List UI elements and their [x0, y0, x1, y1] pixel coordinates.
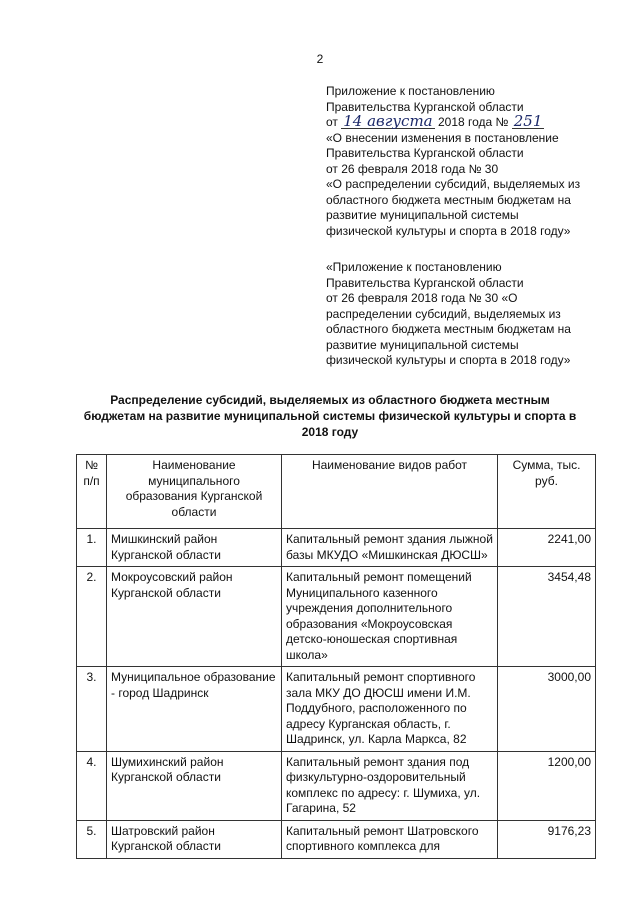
row-num: 5. [77, 820, 107, 858]
row-works: Капитальный ремонт помещений Муниципального казенного учреждения дополнительного образования «Мокроусовская детско-юношеская спортивная школа» [282, 567, 498, 667]
title-line: бюджетам на развитие муниципальной системы физической культуры и спорта в [83, 409, 577, 423]
row-num: 3. [77, 667, 107, 752]
appendix-line: областного бюджета местным бюджетам на [326, 192, 571, 207]
row-sum: 3454,48 [498, 567, 596, 667]
appendix-line: Правительства Курганской области [326, 99, 524, 114]
handwritten-date: 14 августа [343, 112, 433, 130]
row-municipality: Шатровский район Курганской области [107, 820, 282, 858]
appendix-line: развитие муниципальной системы [326, 208, 519, 222]
appendix-line: Правительства Курганской области [326, 146, 524, 160]
title-line: Распределение субсидий, выделяемых из областного бюджета местным [110, 393, 550, 407]
row-municipality: Мишкинский район Курганской области [107, 529, 282, 567]
row-num: 1. [77, 529, 107, 567]
row-sum: 2241,00 [498, 529, 596, 567]
appendix2-line: развитие муниципальной системы [326, 337, 519, 352]
title-line: 2018 году [301, 425, 359, 439]
handwritten-number: 251 [513, 112, 543, 130]
document-title [60, 392, 600, 440]
row-works: Капитальный ремонт Шатровского спортивного комплекса для [282, 820, 498, 858]
row-works: Капитальный ремонт здания под физкультурно-оздоровительный комплекс по адресу: г. Шумиха, ул. Гагарина, 52 [282, 751, 498, 820]
row-sum: 3000,00 [498, 667, 596, 752]
appendix-header [326, 84, 616, 369]
table-row [77, 529, 596, 567]
appendix-year-no: 2018 года № [437, 115, 509, 129]
header-sum: Сумма, тыс. руб. [498, 455, 596, 529]
header-num: № п/п [77, 455, 107, 529]
row-municipality: Мокроусовский район Курганской области [107, 567, 282, 667]
appendix-line: «О распределении субсидий, выделяемых из [326, 177, 581, 191]
appendix2-line: физической культуры и спорта в 2018 году» [326, 353, 571, 367]
page-number: 2 [316, 52, 324, 66]
row-sum: 9176,23 [498, 820, 596, 858]
table-header-row [77, 455, 596, 529]
table-row [77, 667, 596, 752]
row-works: Капитальный ремонт спортивного зала МКУ ДО ДЮСШ имени И.М. Поддубного, расположенного по адресу Курганская область, г. Шадринск, ул. Карла Маркса, 82 [282, 667, 498, 752]
header-municipality: Наименование муниципального образования Курганской области [107, 455, 282, 529]
row-municipality: Муниципальное образование - город Шадринск [107, 667, 282, 752]
appendix-line: «О внесении изменения в постановление [326, 130, 559, 145]
appendix2-line: Правительства Курганской области [326, 275, 524, 290]
appendix2-line: распределении субсидий, выделяемых из [326, 306, 561, 321]
header-works: Наименование видов работ [282, 455, 498, 529]
subsidy-table [76, 454, 596, 859]
appendix2-line: «Приложение к постановлению [326, 260, 502, 274]
table-row [77, 820, 596, 858]
appendix2-line: областного бюджета местным бюджетам на [326, 322, 571, 336]
appendix-date-line [326, 112, 616, 131]
table-row [77, 751, 596, 820]
appendix-line: от 26 февраля 2018 года № 30 [326, 161, 499, 176]
appendix-from: от [326, 115, 338, 129]
appendix-line: физической культуры и спорта в 2018 году» [326, 223, 571, 238]
row-works: Капитальный ремонт здания лыжной базы МКУДО «Мишкинская ДЮСШ» [282, 529, 498, 567]
appendix-line: Приложение к постановлению [326, 84, 495, 98]
row-num: 2. [77, 567, 107, 667]
row-sum: 1200,00 [498, 751, 596, 820]
appendix2-line: от 26 февраля 2018 года № 30 «О [326, 291, 518, 305]
row-municipality: Шумихинский район Курганской области [107, 751, 282, 820]
row-num: 4. [77, 751, 107, 820]
table-row [77, 567, 596, 667]
